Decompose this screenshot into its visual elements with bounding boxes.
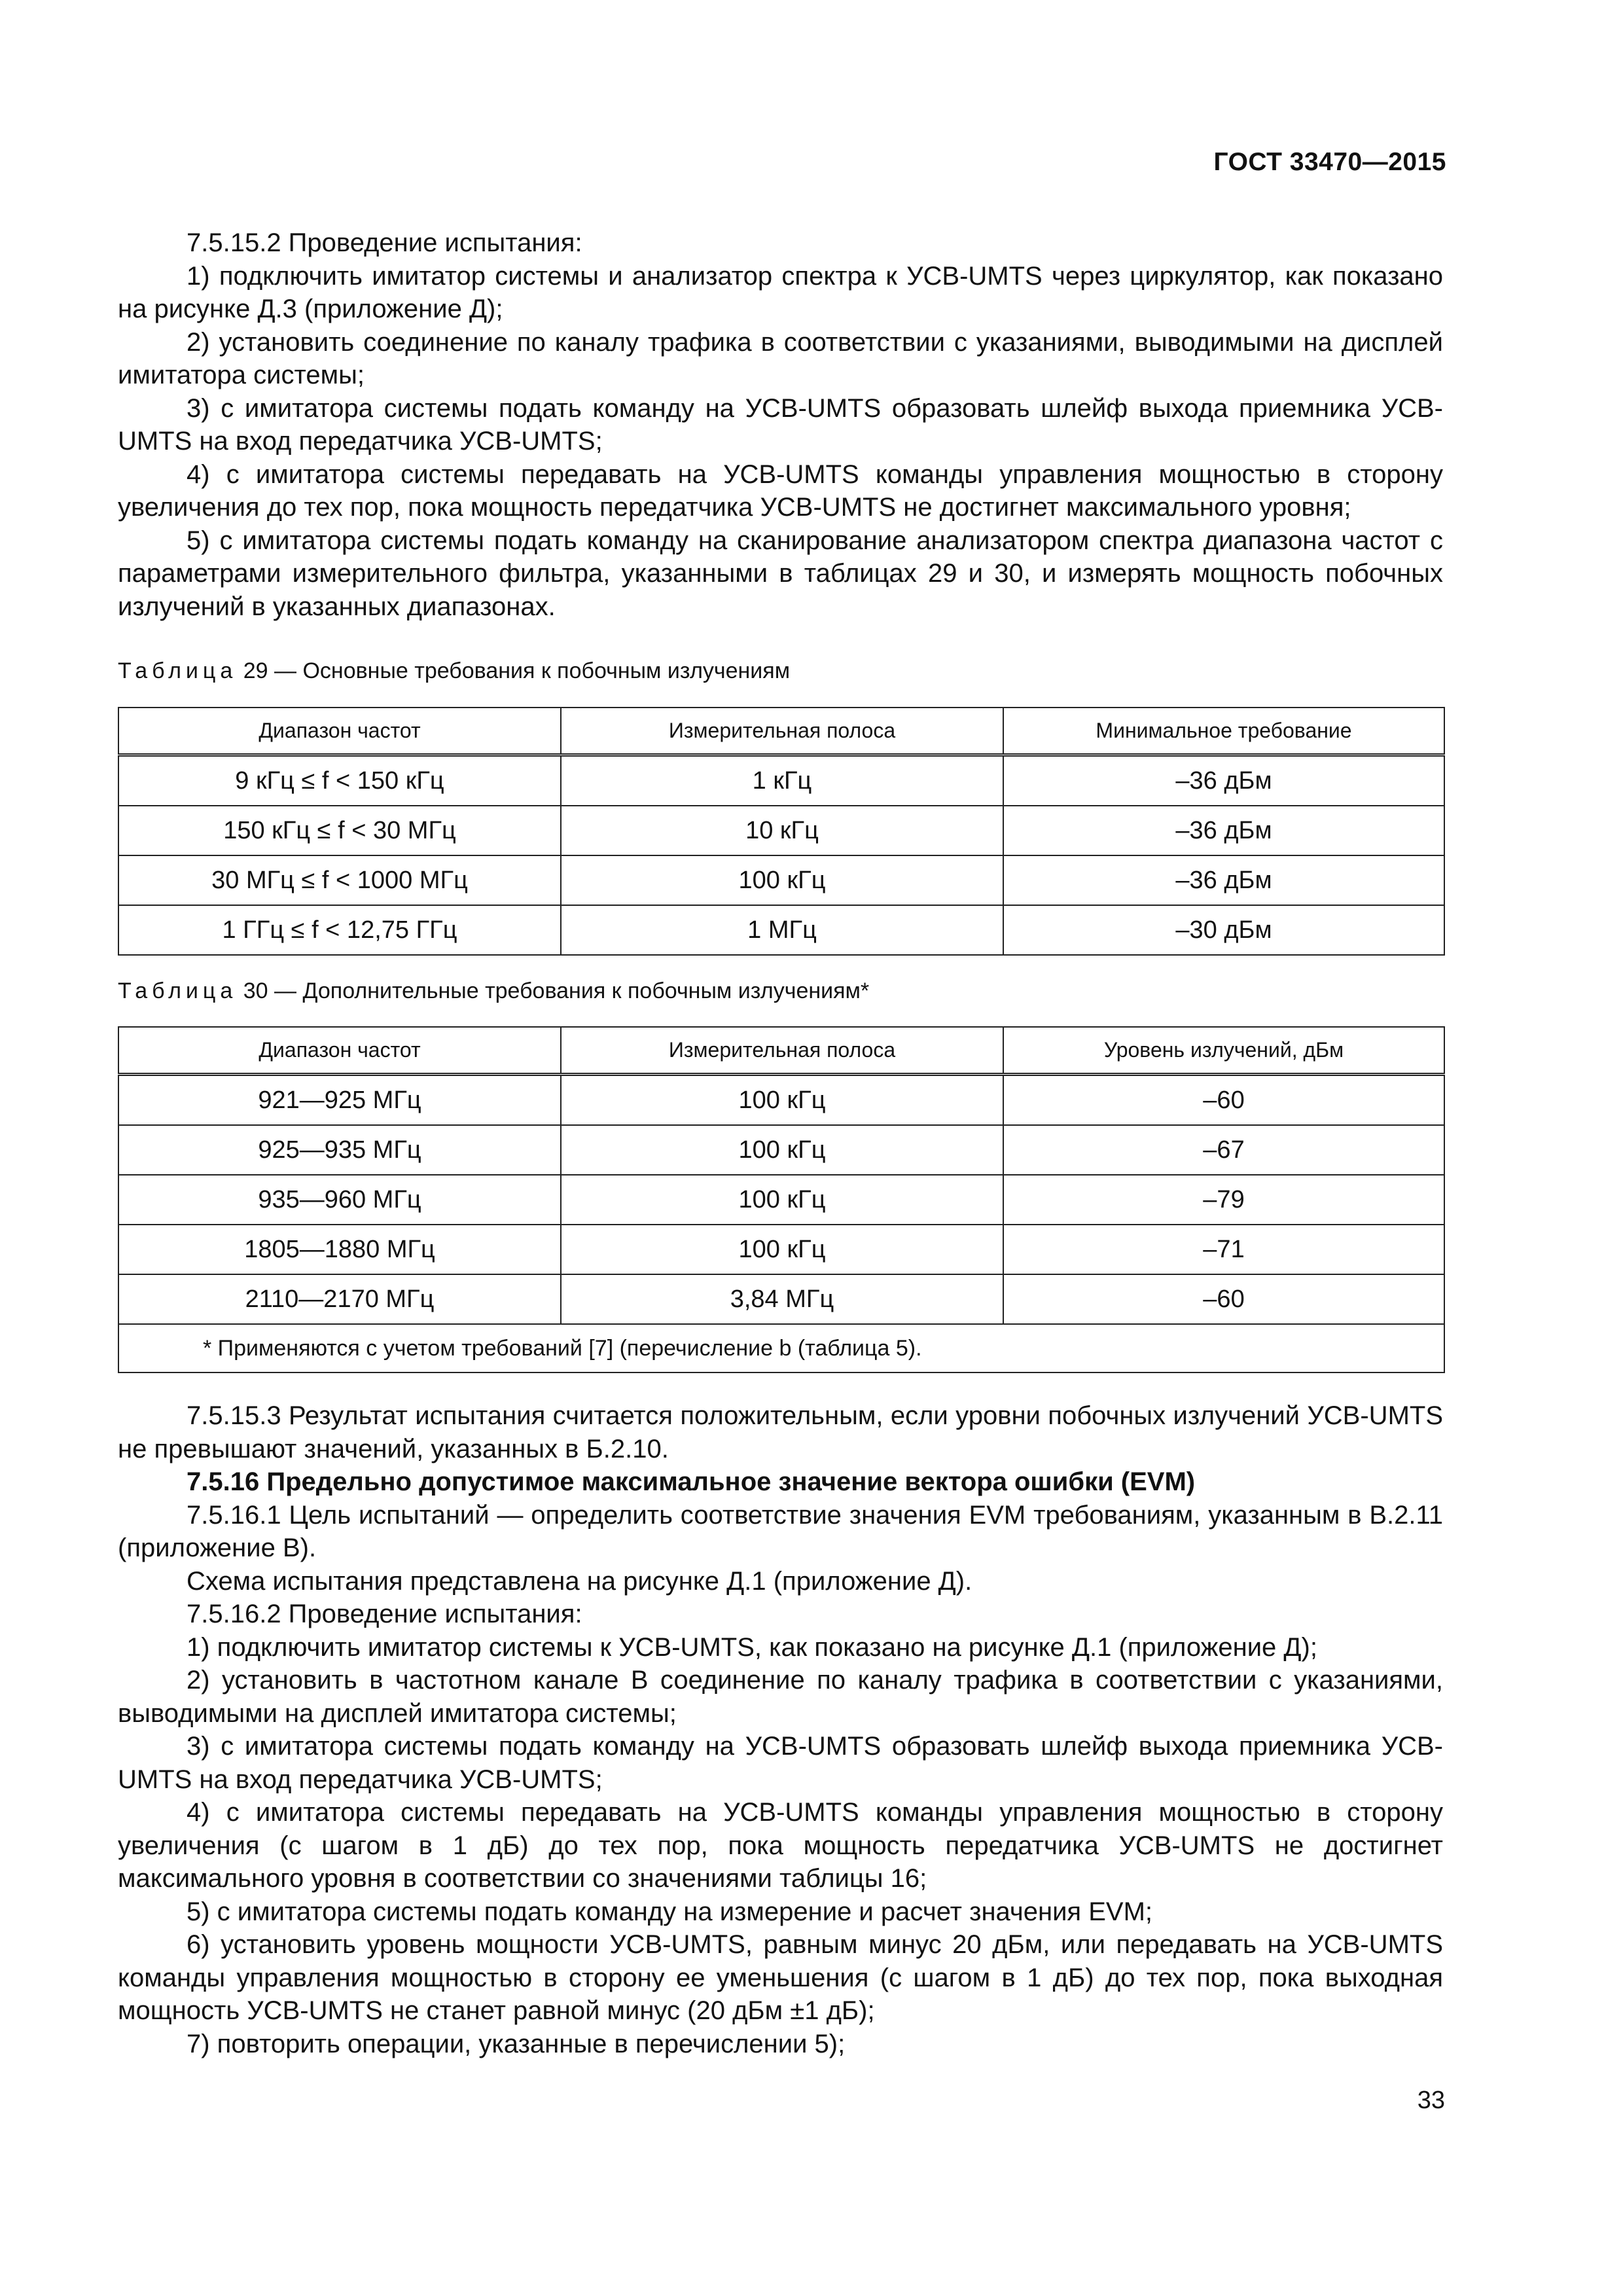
table-cell: –36 дБм (1003, 855, 1444, 905)
table-cell: 1 ГГц ≤ f < 12,75 ГГц (118, 905, 561, 955)
table-row (118, 1175, 1444, 1225)
column-header: Диапазон частот (118, 708, 561, 755)
paragraph: 6) установить уровень мощности УСВ-UMTS, равным минус 20 дБм, или передавать на УСВ-UMTS команды управления мощностью в сторону ее уменьшения (с шагом в 1 дБ) до тех пор, пока выходная мощность УСВ-UMTS не станет равной минус (20 дБм ±1 дБ); (118, 1930, 1443, 2025)
table-cell: 1805—1880 МГц (118, 1225, 561, 1274)
table-cell: 1 кГц (561, 755, 1003, 806)
column-header: Диапазон частот (118, 1027, 561, 1075)
paragraph: 4) с имитатора системы передавать на УСВ-UMTS команды управления мощностью в сторону увеличения до тех пор, пока мощность передатчика УСВ-UMTS не достигнет максимального уровня; (118, 459, 1443, 522)
paragraph: 7.5.15.3 Результат испытания считается положительным, если уровни побочных излучений УСВ-UMTS не превышают значений, указанных в Б.2.10. (118, 1401, 1443, 1463)
table-caption-word: Таблица (118, 658, 238, 683)
paragraph: 5) с имитатора системы подать команду на измерение и расчет значения EVM; (187, 1897, 1152, 1926)
table-cell: –67 (1003, 1125, 1444, 1175)
table-cell: –60 (1003, 1274, 1444, 1324)
page-number: 33 (1417, 2087, 1445, 2114)
table-footnote: * Применяются с учетом требований [7] (перечисление b (таблица 5). (118, 1324, 1444, 1372)
table-29-caption (118, 658, 790, 684)
paragraph: 7.5.16.2 Проведение испытания: (187, 1600, 582, 1628)
table-row (118, 1225, 1444, 1274)
table-cell: 3,84 МГц (561, 1274, 1003, 1324)
paragraph: Схема испытания представлена на рисунке Д.1 (приложение Д). (187, 1566, 972, 1596)
paragraph: 4) с имитатора системы передавать на УСВ-UMTS команды управления мощностью в сторону увеличения (с шагом в 1 дБ) до тех пор, пока мощность передатчика УСВ-UMTS не достигнет максимального уровня в соответствии со значениями таблицы 16; (118, 1798, 1444, 1893)
paragraph: 7) повторить операции, указанные в перечислении 5); (187, 2029, 846, 2058)
paragraph: 7.5.15.2 Проведение испытания: (187, 228, 582, 257)
table-footnote-row (118, 1324, 1444, 1372)
procedure-7-5-15-2 (118, 226, 1443, 623)
table-cell: 30 МГц ≤ f < 1000 МГц (118, 855, 561, 905)
table-cell: 10 кГц (561, 806, 1003, 855)
table-caption-title: 29 — Основные требования к побочным излучениям (243, 658, 791, 683)
table-row (118, 1075, 1444, 1126)
table-row (118, 755, 1444, 806)
section-7-5-15-3-to-7-5-16-2 (118, 1399, 1443, 2060)
table-row (118, 1274, 1444, 1324)
table-caption-title: 30 — Дополнительные требования к побочным излучениям* (243, 978, 870, 1003)
table-row (118, 806, 1444, 855)
table-cell: 150 кГц ≤ f < 30 МГц (118, 806, 561, 855)
table-cell: 100 кГц (561, 1075, 1003, 1126)
paragraph: 3) с имитатора системы подать команду на УСВ-UMTS образовать шлейф выхода приемника УСВ-UMTS на вход передатчика УСВ-UMTS; (118, 393, 1443, 456)
table-cell: 925—935 МГц (118, 1125, 561, 1175)
table-header-row (118, 708, 1444, 755)
table-cell: 2110—2170 МГц (118, 1274, 561, 1324)
column-header: Минимальное требование (1003, 708, 1444, 755)
table-header-row (118, 1027, 1444, 1075)
table-cell: –36 дБм (1003, 806, 1444, 855)
document-designation: ГОСТ 33470—2015 (1213, 148, 1446, 176)
paragraph: 1) подключить имитатор системы к УСВ-UMTS, как показано на рисунке Д.1 (приложение Д); (187, 1632, 1317, 1662)
paragraph: 2) установить соединение по каналу трафика в соответствии с указаниями, выводимыми на дисплей имитатора системы; (118, 327, 1443, 389)
table-cell: 100 кГц (561, 855, 1003, 905)
paragraph: 3) с имитатора системы подать команду на УСВ-UMTS образовать шлейф выхода приемника УСВ-UMTS на вход передатчика УСВ-UMTS; (118, 1732, 1443, 1794)
table-row (118, 1125, 1444, 1175)
section-heading: 7.5.16 Предельно допустимое максимальное значение вектора ошибки (EVM) (187, 1467, 1196, 1496)
table-cell: –30 дБм (1003, 905, 1444, 955)
table-cell: 100 кГц (561, 1225, 1003, 1274)
table-cell: 921—925 МГц (118, 1075, 561, 1126)
table-30-additional-emissions (118, 1026, 1445, 1373)
table-cell: 100 кГц (561, 1175, 1003, 1225)
table-29-spurious-emissions (118, 707, 1445, 956)
table-caption-word: Таблица (118, 978, 238, 1003)
paragraph: 2) установить в частотном канале B соединение по каналу трафика в соответствии с указаниями, выводимыми на дисплей имитатора системы; (118, 1666, 1443, 1728)
table-cell: –36 дБм (1003, 755, 1444, 806)
column-header: Измерительная полоса (561, 708, 1003, 755)
paragraph: 5) с имитатора системы подать команду на сканирование анализатором спектра диапазона частот с параметрами измерительного фильтра, указанными в таблицах 29 и 30, и измерять мощность побочных излучений в указанных диапазонах. (118, 526, 1443, 621)
paragraph: 7.5.16.1 Цель испытаний — определить соответствие значения EVM требованиям, указанным в В.2.11 (приложение В). (118, 1500, 1443, 1562)
table-cell: 9 кГц ≤ f < 150 кГц (118, 755, 561, 806)
table-cell: 1 МГц (561, 905, 1003, 955)
column-header: Уровень излучений, дБм (1003, 1027, 1444, 1075)
table-cell: 100 кГц (561, 1125, 1003, 1175)
paragraph: 1) подключить имитатор системы и анализатор спектра к УСВ-UMTS через циркулятор, как показано на рисунке Д.3 (приложение Д); (118, 261, 1443, 323)
table-cell: –71 (1003, 1225, 1444, 1274)
table-cell: –60 (1003, 1075, 1444, 1126)
table-30-caption (118, 978, 869, 1004)
table-cell: 935—960 МГц (118, 1175, 561, 1225)
column-header: Измерительная полоса (561, 1027, 1003, 1075)
table-cell: –79 (1003, 1175, 1444, 1225)
table-row (118, 855, 1444, 905)
table-row (118, 905, 1444, 955)
